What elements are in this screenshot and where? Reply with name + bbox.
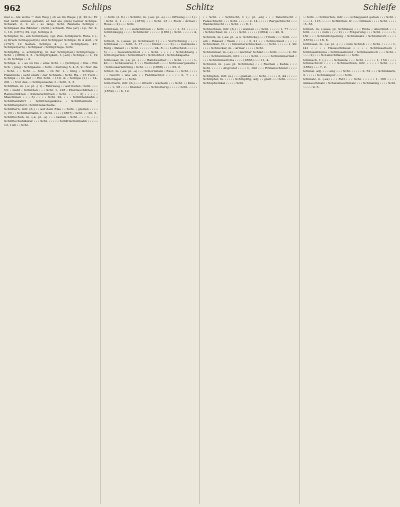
dictionary-entry: Schmalz, n. (-es) ⸗ ⸗ ⸗ Fett ⸗ ⸗ ⸗ Schl. ⸗ ⸗ ⸗ ⸗ ⸗ 1, 166 ⸗ ⸗ ⸗ ⸗ Gänseschmalz ⸗ Schweineschmalz ⸗ ⸗ ⸗ Schmalzig ⸗ ⸗ ⸗ ⸗ Schl. ⸗ ⸗ ⸗ ⸗ ⸗ 9, 3. [302, 77, 396, 89]
dictionary-entry: Schlitten, m. (-s; pl. -) 1) ⸗ Fahrzeug ⸗ ⸗ auf Kufen ⸗ Schl. ⸗ ⸗ ⸗ Nr. ⸗ zieht ⸗ Schlitten ⸗ ⸗ ⸗ Schl. 1, 128 ⸗ Pferdeschlitten ⸗ ⸗ Rennschlitten ⸗ Kinderschlitten ⸗ Schl. ⸗ ⸗ ⸗ ⸗ 2) ⸗ ⸗ ⸗ ⸗ ⸗ Maschinen ⸗ ⸗ ⸗ 3) ⸗ ⸗ ⸗ ⸗ Schl. 22, ⸗ ⸗ ⸗ Schlittenbahn ⸗ Schlittenfahrt ⸗ Schlittengeläute ⸗ Schlittenkufe ⸗ Schlittenpferd ⸗ Schlittenschelle. [4, 84, 98, 107]
header-left-keyword: Schlips [82, 3, 112, 12]
dictionary-entry: Schluß, m. (-sses; pl. Schlüsse) ⸗ ⸗ ⸗ Ende ⸗ Abschluß ⸗ ⸗ ⸗ Schl. ⸗ ⸗ ⸗ ⸗ ⸗ zum ⸗ ⸗ ⸗ ⸗ 2) ⸗ ⸗ ⸗ Folgerung ⸗ ⸗ ⸗ Schl. ⸗ ⸗ ⸗ ⸗ ⸗ 1, 130 ⸗ ⸗ ⸗ Schlußfolgerung ⸗ Schlußsatz ⸗ Schlußwort ⸗ ⸗ ⸗ ⸗ (1870) ⸗ ⸗ ⸗ 18, 6. [302, 26, 396, 42]
dictionary-entry: Schlips, s. ⸗ es zu bis ⸗ eine Schl. ⸗ ⸗ (Schlips) ⸗ Die ⸗ Ein Sch. ⸗ jung ⸗ Schlipsens. ⸗ Schl. ⸗ Zeitung 3, 4, 6, 9 ⸗ Nur die ⸗ Schl. ⸗ ⸗ Schl. — Schl. ⸗ In Nr. 1. ⸗ hing ⸗ Schlips. ⸗ Halsbinde ⸗ sehr stark ⸗ der Schleife ⸗ Schl. Ha. ⸗ 15 Tuch ⸗ Schlips ⸗ ⸗ In der ⸗ ⸗ Ein Schl. ⸗ 110, 4; ⸗ Schlips (1) ⸗ ⸗ 14, 201 ⸗ ⸗ Nur das ⸗ ⸗ Schlipsnadel, f. ⸗ Schl. 2, 3. [4, 61, 98, 84]
dictionary-entry: Schlipfer, m., ein Schlitt(en), vgl. Zus. Schlipfern. Rute, f. (-s) Dreck Schlepper(in) und Schlipper Schlips; In 4 Aufl. ⸗ 9 (1797) 12 Seiten, Schlips 4, ⸗ s. Schlipf(en), 47; Schliper(ern) ⸗ Schlipser ⸗ Schliptrage. Schl. [4, 34, 98, 50]
dictionary-entry: Schlosser, m. (-s; pl. -) ⸗ ⸗ ⸗ Handwerker ⸗ ⸗ ⸗ Schl. ⸗ ⸗ ⸗ ⸗ ⸗ 1, 40 ⸗ ⸗ ⸗ Schlosserei, f. ⸗ ⸗ ⸗ Werkstatt ⸗ ⸗ ⸗ ⸗ Schlossergeselle ⸗ ⸗ Schlosserlehrling ⸗ Schl. ⸗ ⸗ ⸗ ⸗ (1868) ⸗ ⸗ ⸗ ⸗ 33, 2. [103, 57, 197, 70]
dictionary-entry: Schlot, m. (-es; pl. -e) ⸗ ⸗ ⸗ Schornstein ⸗ Esse ⸗ ⸗ ⸗ Schl. ⸗ ⸗ ⸗ ⸗ ⸗ ⸗ raucht ⸗ wie ein ⸗ ⸗ Fabrikschlot ⸗ ⸗ ⸗ ⸗ ⸗ 2, 7 ⸗ ⸗ ⸗ Schlotfeger ⸗ ⸗ ⸗ Schl. [103, 69, 197, 81]
dictionary-entry: mel s., Als wolle → den Weg | ob es im Wege | (I, 20 n.; Er hat nicht einmal gehabt, er hat sie (den) beiner Schlips. Schwaß. 2, 1; so ⸗ so lang. Schl. Bestelle Schlips ⸗ Schlipsen die Bänder ⸗ (Schl.) schleiß. Wie (er) ⸗ Lp. Nr. 2, 1, 10, (1871) 39, vgl. Schlips 2. [4, 16, 98, 34]
dictionary-entry: Schlittschuh, m. (-s; pl. -e) ⸗ ⸗ ⸗ laufen ⸗ Schl. ⸗ ⸗ ⸗ 1, ⸗ ⸗ ⸗ Schlittschuhläufer ⸗ ⸗ ⸗ Schl. ⸗ ⸗ ⸗ ⸗ ⸗ Schlittschuhbahn ⸗ ⸗ ⸗ ⸗ ⸗ 12, 140 ⸗ ⸗ Schl. [4, 115, 98, 127]
dictionary-entry: Schlüssel, m. (-s; pl. -) ⸗ ⸗ ⸗ zum Schloß ⸗ ⸗ ⸗ Schl. ⸗ ⸗ ⸗ ⸗ ⸗ 1, 141 ⸗ ⸗ ⸗ ⸗ Hausschlüssel ⸗ ⸗ ⸗ ⸗ Schlüsselbein ⸗ Schlüsselblume ⸗ Schlüsselbund ⸗ Schlüsselloch ⸗ ⸗ ⸗ Schl. ⸗ ⸗ ⸗ ⸗ ⸗ 2) ⸗ ⸗ ⸗ Notenschlüssel ⸗ ⸗ ⸗ Schl. [302, 42, 396, 58]
dictionary-entry: Schmach, f. (-) ⸗ ⸗ ⸗ Schande ⸗ ⸗ ⸗ Schl. ⸗ ⸗ ⸗ ⸗ ⸗ 1, 150 ⸗ ⸗ ⸗ ⸗ Schmachvoll ⸗ ⸗ ⸗ ⸗ ⸗ Schmachten, intr. ⸗ ⸗ ⸗ ⸗ ⸗ Schl. ⸗ ⸗ ⸗ (1862) ⸗ ⸗ ⸗ 7, 2. [302, 57, 396, 70]
dictionary-entry: ⸗ ⸗ Schl. ⸗ ⸗ Schlucht, f. (-; pl. -en) ⸗ ⸗ ⸗ Talschlucht ⸗ Felsschlucht ⸗ ⸗ ⸗ Schl. ⸗ ⸗ ⸗ ⸗ ⸗ 2, 14 ⸗ ⸗ ⸗ ⸗ ⸗ Bergschlucht ⸗ ⸗ ⸗ Waldschlucht ⸗ ⸗ ⸗ Schl. ⸗ ⸗ ⸗ 8, 1. [203, 16, 297, 27]
column-3 [203, 16, 300, 504]
header-right-keyword: Schleife [363, 3, 396, 12]
dictionary-entry: ⸗ ⸗ Schl. ⸗ ⸗ Schlurfen, intr. ⸗ ⸗ ⸗ schleppend gehen ⸗ ⸗ ⸗ Schl. ⸗ ⸗ ⸗ ⸗ ⸗ 1, 115 ⸗ ⸗ ⸗ ⸗ ⸗ Schlürfen, tr. ⸗ ⸗ ⸗ trinken ⸗ ⸗ ⸗ ⸗ Schl. ⸗ ⸗ ⸗ ⸗ ⸗ 3, 33. [302, 16, 396, 27]
dictionary-entry: Schlund, m. (-es; pl. Schlünde) ⸗ ⸗ ⸗ Rachen ⸗ Kehle ⸗ ⸗ ⸗ Schl. ⸗ ⸗ ⸗ ⸗ ⸗ Abgrund ⸗ ⸗ ⸗ ⸗ 1, 102 ⸗ ⸗ ⸗ Höllenschlund ⸗ ⸗ ⸗ ⸗ Schl. [203, 62, 297, 74]
page-number: 962 [4, 3, 21, 13]
dictionary-entry: Schlitzen, tr. ⸗ ⸗ ⸗ aufschlitzen ⸗ ⸗ Schl. ⸗ ⸗ ⸗ ⸗ ⸗ 1, 31 ⸗ ⸗ ⸗ ⸗ ⸗ Schlitzäugig ⸗ ⸗ ⸗ ⸗ Schlitzohr ⸗ ⸗ ⸗ ⸗ ⸗ (1861) ⸗ Schl. ⸗ ⸗ ⸗ ⸗ ⸗ 4, 5. [103, 26, 197, 39]
header-center-keyword: Schlitz [186, 3, 214, 12]
dictionary-entry: Schmal, adj. ⸗ ⸗ ⸗ eng ⸗ ⸗ ⸗ Schl. ⸗ ⸗ ⸗ ⸗ ⸗ 2, 61 ⸗ ⸗ ⸗ Schmälern, tr. ⸗ ⸗ ⸗ ⸗ ⸗ Schmalspur ⸗ ⸗ ⸗ ⸗ Schl. [302, 69, 396, 78]
dictionary-entry: ⸗ ⸗ Schl. (I. 8.) ⸗ ⸗ Schlitz, m. (-es; pl. -e) ⸗ ⸗ ⸗ Öffnung ⸗ ⸗ ⸗ 1) ⸗ ⸗ Schl. 2, 1 ⸗ ⸗ ⸗ ⸗ ⸗ (1870) ⸗ ⸗ ⸗ Schl. 13 ⸗ ⸗ Rock ⸗ Ärmel ⸗ Hose ⸗ ⸗ 2) ⸗ ⸗ ⸗ Schl. [103, 16, 197, 27]
dictionary-entry: Schlüpfen, intr. (s.) ⸗ ⸗ ⸗ gleiten ⸗ ⸗ ⸗ Schl. ⸗ ⸗ ⸗ ⸗ ⸗ 2, 44 ⸗ ⸗ ⸗ ⸗ ⸗ Schlüpfer, m. ⸗ ⸗ ⸗ ⸗ ⸗ Schlüpfrig, adj. ⸗ ⸗ glatt ⸗ ⸗ ⸗ Schl. ⸗ ⸗ ⸗ ⸗ ⸗ Schlupfwinkel ⸗ ⸗ ⸗ ⸗ ⸗ Schl. [203, 73, 297, 86]
dictionary-entry: Schluchzen, intr. (h.) ⸗ ⸗ ⸗ weinen ⸗ ⸗ ⸗ Schl. ⸗ ⸗ ⸗ ⸗ ⸗ 1, 77 ⸗ ⸗ ⸗ ⸗ ⸗ Schluchzer, m. ⸗ ⸗ ⸗ ⸗ ⸗ Schl. ⸗ ⸗ ⸗ ⸗ ⸗ (1864) ⸗ ⸗ ⸗ 40, 9. [203, 26, 297, 35]
text-columns [4, 16, 396, 504]
dictionary-entry: Schloß, n. (-sses; pl. Schlösser) 1) ⸗ ⸗ ⸗ Vorrichtung ⸗ ⸗ ⸗ ⸗ Schlüssel ⸗ ⸗ ⸗ Schl. 3, 17 ⸗ ⸗ ⸗ ⸗ hinter ⸗ ⸗ ⸗ ⸗ 2) ⸗ ⸗ ⸗ Gebäude ⸗ Burg ⸗ Palast ⸗ ⸗ ⸗ Schl. ⸗ ⸗ ⸗ ⸗ ⸗ ⸗ ⸗ 24, 8 ⸗ ⸗ ⸗ Luftschloß ⸗ ⸗ ⸗ ⸗ ⸗ 3) ⸗ ⸗ ⸗ Gewehrschloß ⸗ ⸗ ⸗ Schl. ⸗ ⸗ ⸗ ⸗ ⸗ Schloßberg ⸗ Schloßgarten ⸗ Schloßherr ⸗ Schloßhof ⸗ Schloßkapelle. [103, 38, 197, 58]
column-4 [303, 16, 397, 504]
dictionary-entry: Schlottern, intr. (h.) ⸗ ⸗ ⸗ zittern ⸗ wackeln ⸗ ⸗ ⸗ Schl. ⸗ ⸗ Knie ⸗ ⸗ ⸗ ⸗ ⸗ 1, 58 ⸗ ⸗ ⸗ ⸗ Kleider ⸗ ⸗ ⸗ ⸗ Schlotterig ⸗ ⸗ ⸗ ⸗ ⸗ Schl. ⸗ ⸗ ⸗ ⸗ (1859) ⸗ ⸗ ⸗ 6, 12. [103, 81, 198, 93]
column-2 [104, 16, 201, 504]
column-1 [4, 16, 101, 504]
page-header [4, 2, 396, 14]
dictionary-entry: Schlittern, intr. (h.) ⸗ ⸗ auf dem Eise ⸗ ⸗ Schl. ⸗ gleiten ⸗ ⸗ ⸗ ⸗ 1, 23 ⸗ ⸗ Schlitterbahn, f. ⸗ Schl. ⸗ ⸗ ⸗ ⸗ (1867) ⸗ Schl. ⸗ ⸗ 30, 3. [4, 107, 98, 115]
dictionary-entry: Schluck, m. (-es; pl. -e u. Schlücke) ⸗ ⸗ ⸗ Trunk ⸗ ⸗ ⸗ Schl. ⸗ ⸗ ⸗ ein ⸗ Wasser ⸗ Wein ⸗ ⸗ ⸗ ⸗ ⸗ 3, 21 ⸗ ⸗ ⸗ Schluckauf ⸗ ⸗ ⸗ ⸗ ⸗ Schlucken, tr. ⸗ ⸗ ⸗ hinunterschlucken ⸗ ⸗ ⸗ Schl. ⸗ ⸗ ⸗ ⸗ ⸗ 1, 90 ⸗ ⸗ ⸗ ⸗ Schlucker, m. ⸗ armer ⸗ ⸗ ⸗ ⸗ ⸗ Schl. [203, 34, 297, 50]
dictionary-entry: Schlipfrig, s. schlüpfrig, in der Schlipf(en) Schliptrage ⸗ Schl. ⸗ (1869) 2, 3. ⸗ Schlipfrigkeit, f. (-en) ⸗ Schlips ⸗ ⸗ 1, 19 s. In Schlips ⸗ ⸗ 2. [4, 49, 98, 62]
dictionary-entry: Schlummer, m. (-s) ⸗ ⸗ ⸗ leichter Schlaf ⸗ ⸗ ⸗ Schl. ⸗ ⸗ ⸗ ⸗ ⸗ 2, 30 ⸗ ⸗ ⸗ ⸗ Schlummern, intr. ⸗ ⸗ ⸗ ⸗ ⸗ Schl. ⸗ ⸗ ⸗ ⸗ ⸗ Schlummerlied ⸗ ⸗ ⸗ ⸗ Schlummerrolle ⸗ ⸗ ⸗ ⸗ (1866) ⸗ ⸗ ⸗ 11, 4. [203, 50, 297, 62]
